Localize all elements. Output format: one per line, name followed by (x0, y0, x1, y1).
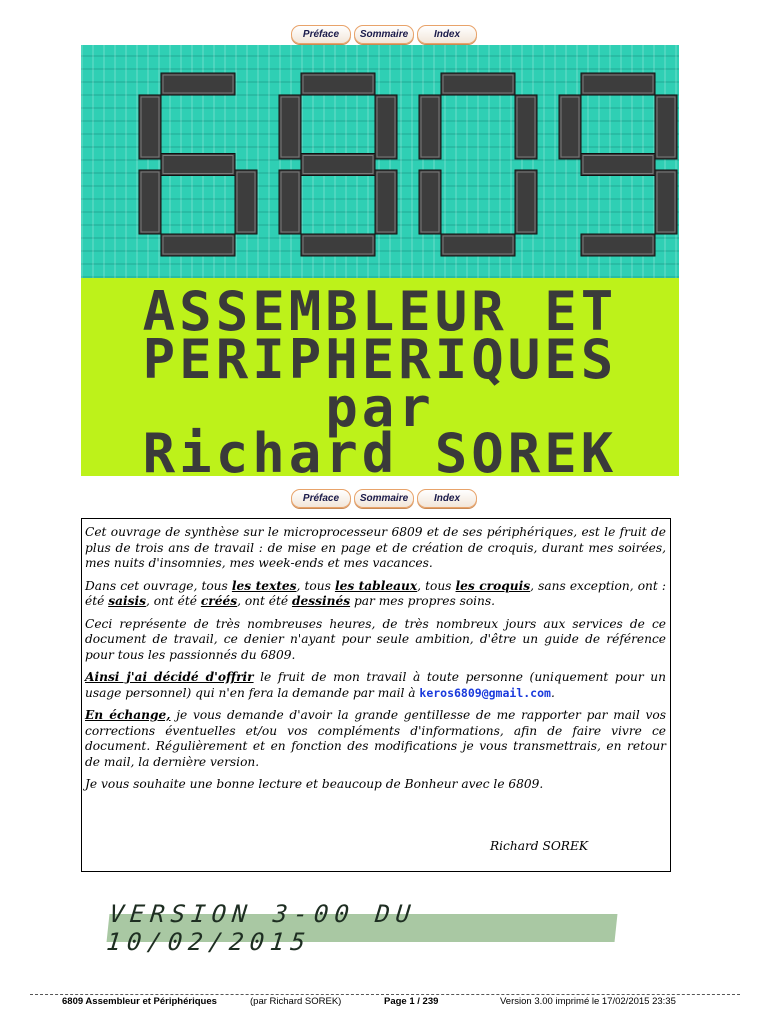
segment-1-f (279, 95, 301, 159)
segment-2-b (515, 95, 537, 159)
segment-0-d (161, 234, 235, 256)
segment-3-f (559, 95, 581, 159)
footer-version: Version 3.00 imprimé le 17/02/2015 23:35 (500, 996, 676, 1007)
cover-line-author: Richard SOREK (142, 422, 618, 476)
intro-paragraph-5: En échange, je vous demande d'avoir la grande gentillesse de me rapporter par mail vos corrections éventuelles et/ou vos compléments d'informations, afin de faire vivre ce document. Régulièrement et en fonction des modifications je vous transmettrais, en retour de mail, la dernière version. (85, 708, 666, 769)
segment-0-e (139, 170, 161, 234)
segment-0-f (139, 95, 161, 159)
intro-paragraph-3: Ceci représente de très nombreuses heures, de très nombreux jours aux services de ce document de travail, ce denier n'ayant pour seule ambition, d'être un guide de référence pour tous les passionnés du 6809. (85, 616, 666, 662)
segment-3-b (655, 95, 677, 159)
signature: Richard SOREK (489, 839, 588, 853)
segment-2-e (419, 170, 441, 234)
segment-2-f (419, 95, 441, 159)
segment-1-e (279, 170, 301, 234)
preface-button-bottom[interactable]: Préface (291, 489, 351, 508)
index-button[interactable]: Index (417, 25, 477, 44)
page-footer (30, 996, 740, 1010)
intro-paragraph-4: Ainsi j'ai décidé d'offrir le fruit de mon travail à toute personne (uniquement pour un usage personnel) qui n'en fera la demande par mail à keros6809@gmail.com. (85, 670, 667, 700)
introduction-box (81, 518, 671, 872)
email-link[interactable]: keros6809@gmail.com (419, 685, 551, 700)
cover-title-panel (81, 278, 679, 476)
segment-3-d (581, 234, 655, 256)
footer-author: (par Richard SOREK) (250, 996, 342, 1007)
segment-1-c (375, 170, 397, 234)
segment-3-c (655, 170, 677, 234)
segment-0-c (235, 170, 257, 234)
version-banner: VERSION 3-00 DU 10/02/2015 (107, 914, 618, 942)
segment-1-d (301, 234, 375, 256)
cover-line-assembleur: ASSEMBLEUR ET (142, 280, 618, 343)
bottom-navigation (0, 489, 768, 511)
segment-2-d (441, 234, 515, 256)
sommaire-button-bottom[interactable]: Sommaire (354, 489, 414, 508)
top-navigation (0, 25, 768, 47)
seven-segment-number (81, 45, 679, 278)
segment-1-g (301, 154, 375, 176)
cover-line-par: par (325, 376, 435, 439)
segment-3-g (581, 154, 655, 176)
segment-3-a (581, 73, 655, 95)
footer-divider (30, 994, 740, 995)
intro-paragraph-1: Cet ouvrage de synthèse sur le microprocesseur 6809 et de ses périphériques, est le fruit de plus de trois ans de travail : de mise en page et de création de croquis, durant mes soirées, mes nuits d'insomnies, mes week-ends et mes vacances. (85, 525, 666, 570)
segment-1-a (301, 73, 375, 95)
sommaire-button[interactable]: Sommaire (354, 25, 414, 44)
intro-paragraph-6: Je vous souhaite une bonne lecture et beaucoup de Bonheur avec le 6809. (85, 777, 544, 791)
footer-page: Page 1 / 239 (384, 996, 439, 1007)
index-button-bottom[interactable]: Index (417, 489, 477, 508)
cover-image-chips (81, 45, 679, 278)
preface-button[interactable]: Préface (291, 25, 351, 44)
intro-paragraph-2: Dans cet ouvrage, tous les textes, tous les tableaux, tous les croquis, sans exception, ont : été saisis, ont été créés, ont été dessinés par mes propres soins. (85, 578, 666, 608)
segment-0-a (161, 73, 235, 95)
footer-title: 6809 Assembleur et Périphériques (62, 996, 217, 1007)
segment-2-c (515, 170, 537, 234)
segment-1-b (375, 95, 397, 159)
cover-line-peripheriques: PERIPHERIQUES (142, 328, 618, 391)
segment-0-g (161, 154, 235, 176)
segment-2-a (441, 73, 515, 95)
